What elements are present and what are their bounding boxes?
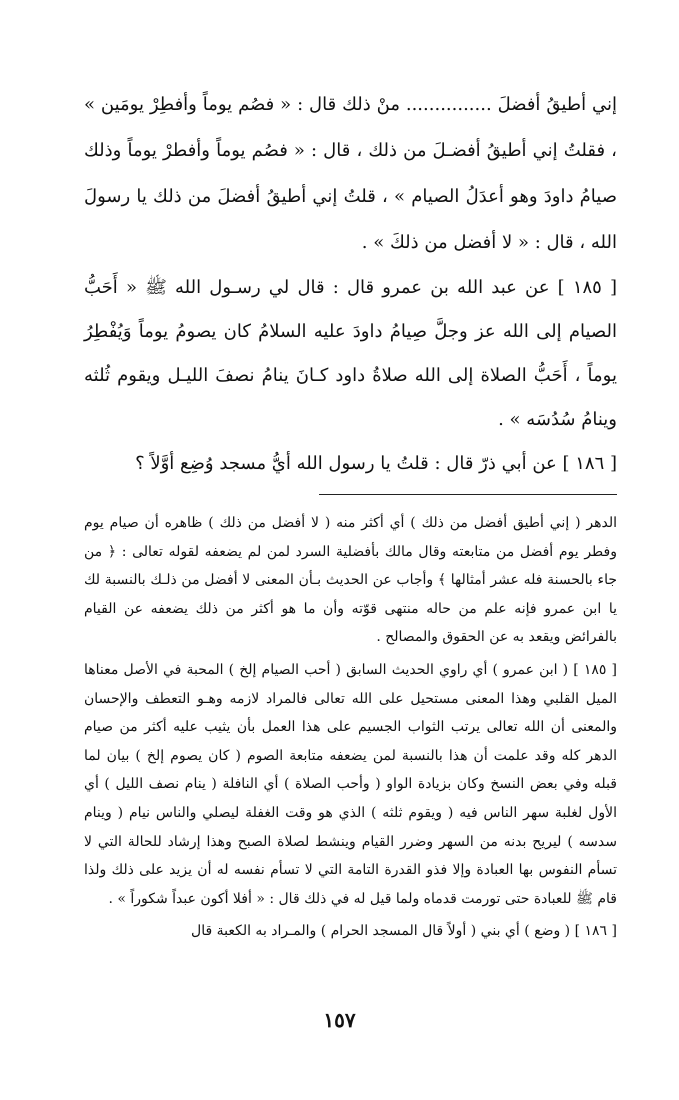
main-text bbox=[84, 82, 617, 486]
commentary-notes bbox=[84, 509, 617, 946]
hadith-186: [ ١٨٦ ] عن أبي ذرّ قال : قلتُ يا رسول الله أيُّ مسجد وُضِع أوَّلاً ؟ bbox=[135, 453, 617, 474]
note-paragraph: الدهر ( إني أطيق أفضل من ذلك ) أي أكثر منه ( لا أفضل من ذلك ) ظاهره أن صيام يوم وفطر يوم أفضل من متابعته وقال مالك بأفضلية السرد لمن لم يضعفه لقوله تعالى : ﴿ من جاء بالحسنة فله عشر أمثالها ﴾ وأجاب عن الحديث بـأن المعنى لا أفضل من ذلـك بالنسبة لك يا ابن عمرو فإنه علم من حاله منتهى قوّته وأن ما هو أكثر من ذلك يضعفه عن القيام بالفرائض ويقعد به عن الحقوق والمصالح . bbox=[84, 515, 617, 646]
page-number: ١٥٧ bbox=[323, 1008, 356, 1032]
main-paragraph: إني أطيقُ أفضلَ ............... منْ ذلك قال : « فصُم يوماً وأفطِرْ يومَين » ، فقلتُ إني أطيقُ أفضـلَ من ذلك ، قال : « فصُم يوماً وأفطرْ يوماً وذلك صيامُ داودَ وهو أعدَلُ الصيام » ، قلتُ إني أطيقُ أفضلَ من ذلك يا رسولَ الله ، قال : « لا أفضل من ذلكَ » . bbox=[84, 94, 617, 253]
hadith-185: [ ١٨٥ ] عن عبد الله بن عمرو قال : قال لي رسـول الله ﷺ « أَحَبُّ الصيام إلى الله عز وجلَّ صِيامُ داودَ عليه السلامُ كان يصومُ يوماً وَيُفْطِرُ يوماً ، أَحَبُّ الصلاة إلى الله صلاةُ داود كـانَ ينامُ نصفَ الليـل ويقوم ثُلثه وينامُ سُدُسَه » . bbox=[84, 277, 617, 430]
footnote-divider bbox=[319, 494, 617, 495]
note-185: [ ١٨٥ ] ( ابن عمرو ) أي راوي الحديث السابق ( أحب الصيام إلخ ) المحبة في الأصل معناها الميل القلبي وهذا المعنى مستحيل على الله تعالى فالمراد لازمه وهـو التعطف والإحسان والمعنى أن الله تعالى يرتب الثواب الجسيم على هذا العمل بأن يثيب عليه أكثر من صيام الدهر كله وقد علمت أن هذا بالنسبة لمن يضعفه متابعة الصوم ( كان يصوم إلخ ) بيان لما قبله وفي بعض النسخ وكان بزيادة الواو ( وأحب الصلاة ) أي النافلة ( ينام نصف الليل ) أي الأول لغلبة سهر الناس فيه ( ويقوم ثلثه ) الذي هو وقت الغفلة ليصلي والناس نيام ( وينام سدسه ) ليريح بدنه من السهر وضرر القيام وينشط لصلاة الصبح وهذا إرشاد للحالة التي لا تسأم النفوس بها العبادة وإلا فذو القدرة التامة التي لا تسأم نفسه له أن يزيد على ذلك ولذا قام ﷺ للعبادة حتى تورمت قدماه ولما قيل له في ذلك قال : « أفلا أكون عبداً شكوراً » . bbox=[84, 661, 617, 907]
note-186: [ ١٨٦ ] ( وضع ) أي بني ( أولاً قال المسجد الحرام ) والمـراد به الكعبة قال bbox=[191, 923, 617, 940]
